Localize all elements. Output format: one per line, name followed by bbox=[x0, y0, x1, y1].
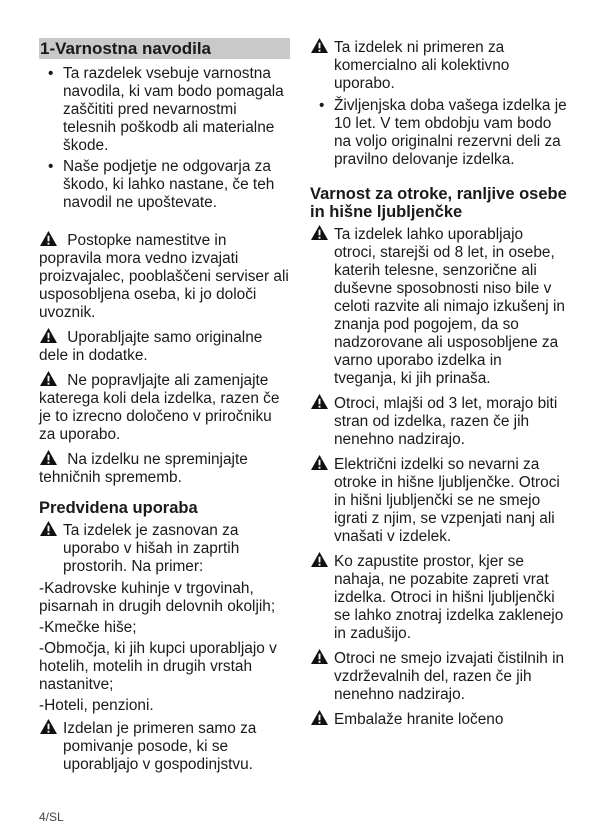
section-title-children-safety: Varnost za otroke, ranljive osebe in hišne ljubljenčke bbox=[310, 185, 567, 221]
warning-item bbox=[310, 224, 568, 388]
dash-marker: - bbox=[39, 619, 45, 636]
warning-triangle-icon bbox=[39, 230, 58, 247]
list-item bbox=[39, 697, 291, 715]
dash-marker: - bbox=[39, 640, 45, 657]
warning-triangle-icon bbox=[310, 551, 329, 568]
list-item-text: Kmečke hiše; bbox=[44, 619, 137, 636]
warning-text: Otroci ne smejo izvajati čistilnih in vzdrževalnih del, razen če jih nenehno nadzirajo. bbox=[334, 650, 565, 703]
warning-item bbox=[39, 327, 291, 365]
warning-text: Otroci, mlajši od 3 let, morajo biti stran od izdelka, razen če jih nenehno nadzirajo. bbox=[334, 395, 558, 448]
warning-item bbox=[310, 393, 568, 449]
list-item: • Naše podjetje ne odgovarja za škodo, ki lahko nastane, če teh navodil ne upoštevate. bbox=[39, 158, 291, 212]
warning-text: Ta izdelek lahko uporabljajo otroci, starejši od 8 let, in osebe, katerih telesne, senzorične ali duševne sposobnosti niso bile v celoti razvite ali nimajo izkušenj in znanja pod pogojem, da so nadzorovane ali usposobljene za varno uporabo izdelka in tveganja, ki jih prinaša. bbox=[334, 226, 565, 387]
warning-text: Električni izdelki so nevarni za otroke in hišne ljubljenčke. Otroci in hišni ljubljenčki se ne smejo igrati z njim, se vzpenjati nanj ali vnašati v izdelek. bbox=[334, 456, 560, 545]
warning-triangle-icon bbox=[39, 520, 58, 537]
warning-item bbox=[39, 449, 291, 487]
warning-text: Ne popravljajte ali zamenjajte katerega koli dela izdelka, razen če je to izrecno določeno v priročniku za uporabo. bbox=[39, 372, 280, 443]
list-item bbox=[39, 640, 291, 694]
warning-text: Uporabljajte samo originalne dele in dodatke. bbox=[39, 329, 263, 364]
section-title-intended-use: Predvidena uporaba bbox=[39, 499, 198, 517]
lifetime-bullets bbox=[310, 97, 568, 169]
dash-marker: - bbox=[39, 580, 45, 597]
warning-triangle-icon bbox=[39, 718, 58, 735]
warning-triangle-icon bbox=[39, 370, 58, 387]
warning-item bbox=[310, 454, 568, 546]
warning-item bbox=[310, 551, 568, 643]
warning-item bbox=[310, 37, 568, 93]
warning-text: Na izdelku ne spreminjajte tehničnih sprememb. bbox=[39, 451, 248, 486]
warning-item bbox=[39, 370, 291, 444]
warning-text: Ko zapustite prostor, kjer se nahaja, ne pozabite zapreti vrat izdelka. Otroci in hišni ljubljenčki se lahko znotraj izdelka zaklenejo in zadušijo. bbox=[334, 553, 564, 642]
warning-triangle-icon bbox=[39, 327, 58, 344]
list-item: • Ta razdelek vsebuje varnostna navodila, ki vam bodo pomagala zaščititi pred nevarnostmi telesnih poškodb ali materialne škode. bbox=[39, 65, 291, 155]
warning-item bbox=[310, 648, 568, 704]
list-item-text: Območja, ki jih kupci uporabljajo v hotelih, motelih in drugih vrstah nastanitve; bbox=[39, 640, 277, 693]
warning-text: Ta izdelek ni primeren za komercialno ali kolektivno uporabo. bbox=[334, 39, 510, 92]
warning-triangle-icon bbox=[310, 648, 329, 665]
section-title-safety: 1-Varnostna navodila bbox=[39, 38, 290, 59]
intro-bullets bbox=[39, 65, 291, 212]
page-number: 4/SL bbox=[39, 810, 64, 824]
warning-item bbox=[39, 520, 291, 576]
list-item bbox=[39, 619, 291, 637]
list-item bbox=[39, 580, 291, 616]
warning-item bbox=[39, 718, 291, 774]
dash-marker: - bbox=[39, 697, 45, 714]
warning-triangle-icon bbox=[310, 393, 329, 410]
warning-item bbox=[310, 709, 568, 729]
warning-item bbox=[39, 230, 291, 322]
warning-text: Postopke namestitve in popravila mora vedno izvajati proizvajalec, pooblaščeni serviser ali usposobljena oseba, ki jo določi uvoznik. bbox=[39, 232, 289, 321]
right-column bbox=[310, 37, 568, 734]
warning-triangle-icon bbox=[310, 37, 329, 54]
warning-text: Ta izdelek je zasnovan za uporabo v hišah in zaprtih prostorih. Na primer: bbox=[63, 522, 240, 575]
warning-triangle-icon bbox=[310, 709, 329, 726]
warning-text: Izdelan je primeren samo za pomivanje posode, ki se uporabljajo v gospodinjstvu. bbox=[63, 720, 257, 773]
list-item-text: Hoteli, penzioni. bbox=[44, 697, 154, 714]
list-item-text: Kadrovske kuhinje v trgovinah, pisarnah in drugih delovnih okoljih; bbox=[39, 580, 276, 615]
warning-triangle-icon bbox=[39, 449, 58, 466]
warning-triangle-icon bbox=[310, 454, 329, 471]
warning-triangle-icon bbox=[310, 224, 329, 241]
left-column bbox=[39, 38, 291, 779]
list-item: • Življenjska doba vašega izdelka je 10 let. V tem obdobju vam bodo na voljo originalni rezervni deli za pravilno delovanje izdelka. bbox=[310, 97, 568, 169]
warning-text: Embalaže hranite ločeno bbox=[334, 711, 504, 728]
